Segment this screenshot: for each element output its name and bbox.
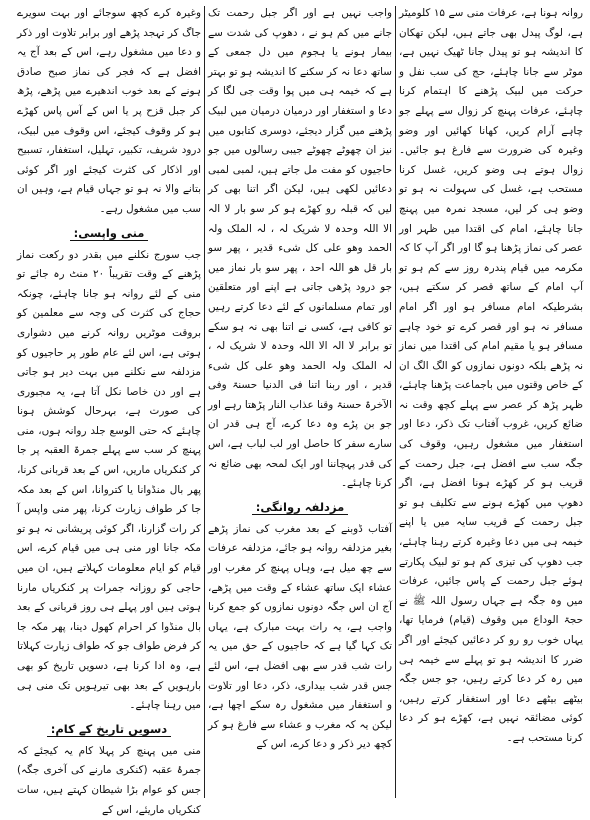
- section-heading: [208, 496, 392, 518]
- section-heading: [17, 222, 201, 244]
- article-paragraph: منی میں پہنچ کر پہلا کام یہ کیجئے کہ جمرۂ عقبہ (کنکری مارنے کی آخری جگہ) جس کو عوام بڑا شیطان کہتے ہیں، سات کنکریاں ماریئے، اس کے: [17, 744, 201, 816]
- column-middle: [205, 4, 395, 800]
- section-heading-text: مزدلفہ روانگی:: [252, 500, 348, 515]
- article-paragraph: روانہ ہونا ہے، عرفات منی سے ۱۵ کلومیٹر ہے، لوگ پیدل بھی جاتے ہیں، لیکن تھکان کا اندیشہ ہو تو پیدل جانا ٹھیک نہیں ہے، موٹر سے جانا چاہئے، حج کی سب نفل و حرکت میں لبیک پڑھنے کا اہتمام کرنا چاہئے، عرفات پہنچ کر زوال سے پہلے جو چاہے آرام کریں، کھانا کھائیں اور وضو وغیرہ کی ضرورت سے فارغ ہو جائیں۔ زوال ہوتے ہی وضو کریں، غسل کرنا مستحب ہے، غسل کی سہولت نہ ہو تو وضو ہی کر لیں، مسجد نمرہ میں پہنچ جانا چاہئے، امام کی اقتدا میں ظہر اور عصر کی نماز پڑھنا ہو گا اور اگر آپ کا کہ مکرمہ میں قیام پندرہ روز سے کم ہو تو آپ امام کے ساتھ قصر کر سکتے ہیں، بشرطیکہ امام مسافر ہو اور اگر امام مسافر نہ ہو اور قصر کرے تو خود چاہے مسافر ہو یا مقیم امام کی اقتدا میں نماز نہ پڑھے بلکہ دونوں نمازوں کو الگ الگ ان کے خاص وقتوں میں باجماعت پڑھنا چاہئے، ظہر پڑھ کر عصر سے پہلے کچھ وقت نہ ضائع کریں، غروب آفتاب تک ذکر، دعا اور استغفار میں مشغول رہیں، وقوف کی جگہ سب سے افضل ہے، جبل رحمت کے قریب ہو کر کھڑے ہونا افضل ہے، اگر دھوپ میں کھڑے ہونے سے تکلیف ہو تو جبل رحمت کے قریب سایہ میں یا اپنے خیمہ ہی میں دعا وغیرہ کرتے رہنا چاہئے، جب دھوپ کی تیزی کم ہو تو لبیک پکارتے ہوئے جبل رحمت کے پاس جائیں، عرفات میں وہ جگہ ہے جہاں رسول اللہ ﷺ نے حجۃ الوداع میں وقوف (قیام) فرمایا تھا، یہاں خوب رو رو کر دعائیں کیجئے اور اگر ضرر کا اندیشہ ہو تو پہلے سے خیمہ ہی میں رہ کر دعا کرتے رہیں، جو جس جگہ بیٹھے بیٹھے دعا اور استغفار کرتے رہیں، کوئی مضائقہ نہیں ہے، کھڑے ہو کر دعا کرنا مستحب ہے۔: [399, 7, 583, 744]
- column-left: [14, 4, 204, 816]
- article-paragraph: آفتاب ڈوبنے کے بعد مغرب کی نماز پڑھے بغیر مزدلفہ روانہ ہو جائے، مزدلفہ عرفات سے چھ میل ہے، وہاں پہنچ کر مغرب اور عشاء ایک ساتھ عشاء کے وقت میں پڑھے، آج ان اس جگہ دونوں نمازوں کو جمع کرنا واجب ہے، یہ رات بہت مبارک ہے، یہاں تک کہا گیا ہے کہ حاجیوں کے حق میں یہ رات شب قدر سے بھی افضل ہے، اس لئے جس قدر شب بیداری، ذکر، دعا اور تلاوت و استغفار میں مشغول رہ سکے اچھا ہے، لیکن یہ کہ مغرب و عشاء سے فارغ ہو کر کچھ دیر ذکر و دعا کرے، اس کے: [208, 522, 392, 751]
- article-paragraph: وغیرہ کرے کچھ سوجائے اور بہت سویرے جاگ کر تہجد پڑھے اور برابر تلاوت اور ذکر و دعا میں مشغول رہے، اس کے بعد آج یہ افضل ہے کہ فجر کی نماز صبح صادق ہونے کے بعد خوب اندھیرے میں پڑھے، پڑھ کر جبل قزح پر یا اس کے آس پاس کھڑے ہو کر وقوف کیجئے، اس وقوف میں لبیک، درود شریف، تکبیر، تہلیل، استغفار، تسبیح اور اذکار کی کثرت کیجئے اور اگر کوئی بتانے والا نہ ہو تو جہاں قیام ہے، وہیں ان سب میں مشغول رہے۔: [17, 7, 201, 215]
- article-paragraph: واجب نہیں ہے اور اگر جبل رحمت تک جانے میں کم ہو نے ، دھوپ کی شدت سے بیمار ہونے یا ہجوم میں دل جمعی کے ساتھ دعا نہ کر سکنے کا اندیشہ ہو تو بہتر ہے کہ خیمہ ہی میں پوا وقت جی لگا کر دعا و استغفار اور درمیان درمیان میں لبیک پڑھنے میں گزار دیجئے، دوسری کتابوں میں نیز ان چھوٹے چھوٹے جیبی رسالوں میں جو حاجیوں کو مفت مل جاتے ہیں، لمبی لمبی دعائیں لکھی ہیں، لیکن اگر اتنا بھی کر لیں کہ قبلہ رو کھڑے ہو کر سو بار لا الہ الا اللہ وحدہ لا شریک لہ ، لہ الملک ولہ الحمد وھو علی کل شیء قدیر ، پھر سو بار قل ھو اللہ احد ، پھر سو بار نماز میں جو درود پڑھی جاتی ہے اپنے اور متعلقین اور تمام مسلمانوں کے لئے دعا کرتے رہیں تو کافی ہے، کسی نے اتنا بھی نہ ہو سکے تو برابر لا الہ الا اللہ وحدہ لا شریک لہ ، لہ الملک ولہ الحمد وھو علی کل شیء قدیر ، اور ربنا اتنا فی الدنیا حسنۃ وفی الآخرۃ حسنۃ وقنا عذاب النار پڑھتا رہے اور جو بن پڑے وہ دعا کرے، آج ہی قدر ان سارے سفر کا حاصل اور لب لباب ہے، اس کی قدر پہچاننا اور ایک لمحہ بھی ضائع نہ کرنا چاہئے۔: [208, 7, 392, 490]
- section-heading: [17, 718, 201, 740]
- article-paragraph: جب سورج نکلنے میں بقدر دو رکعت نماز پڑھنے کے وقت تقریباً ۲۰ منٹ رہ جائے تو منی کے لئے روانہ ہو جانا چاہئے، چونکہ حجاج کی کثرت کی وجہ سے معلمین کو بروقت موٹریں روانہ کرنے میں دشواری ہوتی ہے، اس لئے عام طور پر حاجیوں کو مزدلفہ سے نکلنے میں بہت دیر ہو جاتی ہے اور دن خاصا نکل آتا ہے، یہ مجبوری کی صورت ہے، بہرحال کوشش ہونا چاہئے کہ حتی الوسع جلد روانہ ہوں، منی پہنچ کر سب سے پہلے جمرۃ العقبہ پر جا کر کنکریاں ماریں، اس کے بعد قربانی کرنا، پھر بال منڈوانا یا کتروانا، اس کے بعد مکہ جا کر طواف زیارت کرنا، پھر منی واپس آ کر رات گزارنا، اگر کوئی پریشانی نہ ہو تو مکہ جانا اور منی ہی میں قیام کرے، اس قیام کو ایام معلومات کہلاتے ہیں، ان میں حاجی کو روزانہ جمرات پر کنکریاں مارنا ہوتی ہیں اور پہلے ہی روز قربانی کے بعد بال منڈوا کر احرام کھول دینا، پھر مکہ جا کر فرض طواف جو کہ طواف زیارت کہلاتا ہے، وہ ادا کرنا ہے، دسویں تاریخ کو بھی بارہویں کے بعد بھی تیرہویں تک منی ہی میں رہنا چاہئے۔: [17, 248, 201, 712]
- section-heading-text: دسویں تاریخ کے کام:: [47, 722, 171, 737]
- section-heading-text: منی واپسی:: [70, 226, 149, 241]
- column-right: [396, 4, 586, 800]
